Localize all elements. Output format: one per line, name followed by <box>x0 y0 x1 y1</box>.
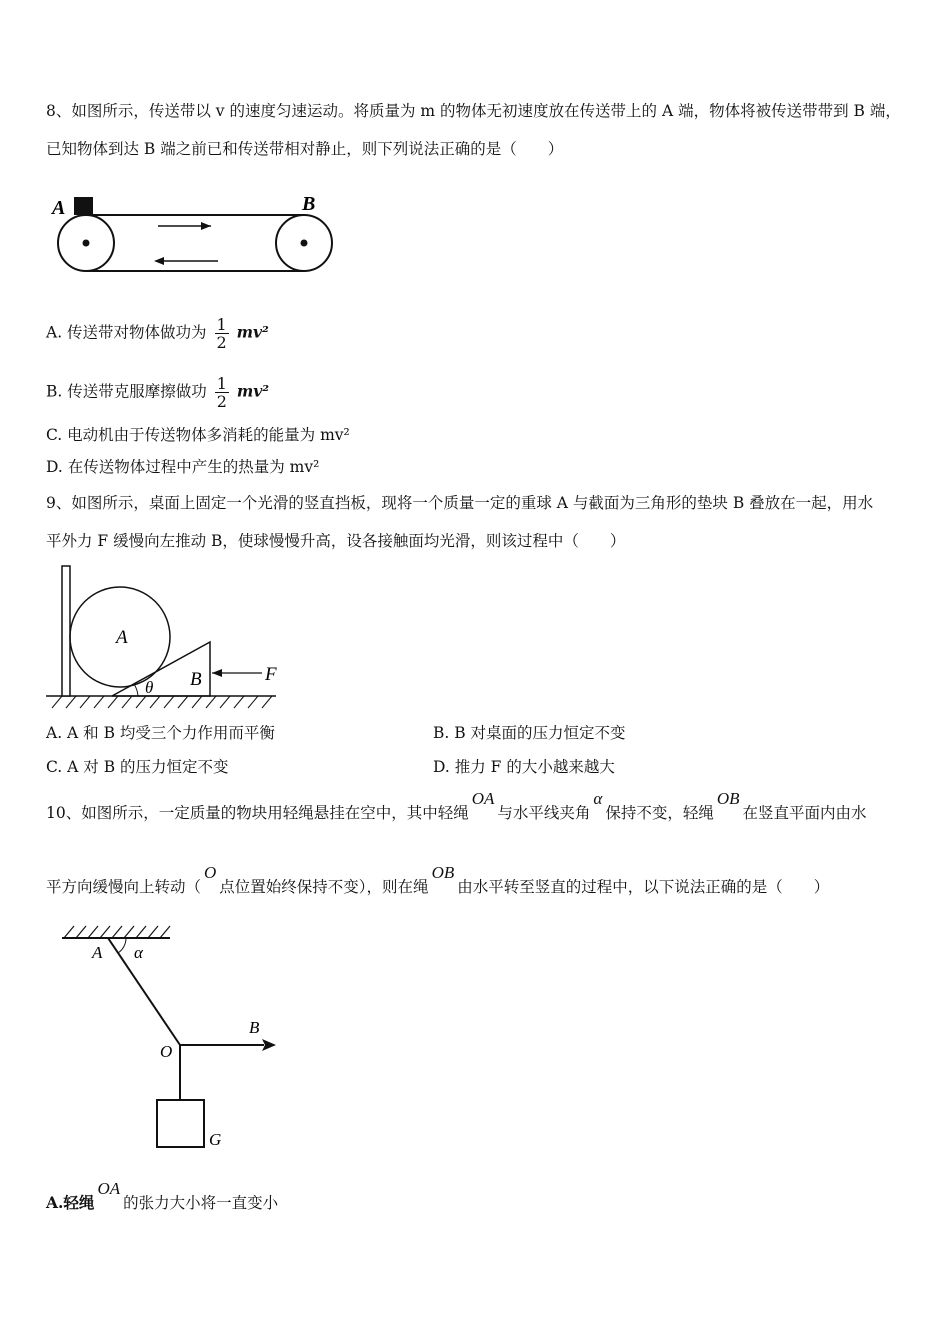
q9-label-b: B <box>190 669 202 690</box>
q10-line2: 平方向缓慢向上转动（O点位置始终保持不变），则在绳OB由水平转至竖直的过程中，以下说法正确的是（ ） <box>46 863 830 896</box>
q8-option-b-mv2: mv² <box>236 381 270 401</box>
q9-option-c: C. A 对 B 的压力恒定不变 <box>46 758 229 776</box>
q9-option-d: D. 推力 F 的大小越来越大 <box>433 758 615 776</box>
q10-rope-figure <box>46 918 296 1158</box>
q10-ob: OB <box>716 789 740 808</box>
q10-label-a: A <box>92 943 103 962</box>
q9-label-a: A <box>116 627 128 648</box>
q8-option-b <box>46 375 269 410</box>
q8-option-a <box>46 316 269 351</box>
q10-option-a: A.轻绳OA的张力大小将一直变小 <box>46 1179 279 1212</box>
q10-label-b: B <box>249 1018 260 1037</box>
q8-line1: 8、如图所示，传送带以 v 的速度匀速运动。将质量为 m 的物体无初速度放在传送带上的 A 端，物体将被传送带带到 B 端， <box>46 102 901 120</box>
q10-label-alpha: α <box>134 943 143 962</box>
q8-conveyor-figure <box>46 188 346 288</box>
q8-option-b-text: B. 传送带克服摩擦做功 <box>46 382 207 401</box>
q9-option-a: A. A 和 B 均受三个力作用而平衡 <box>46 724 275 742</box>
q9-label-theta: θ <box>145 678 154 697</box>
q10-label-g: G <box>209 1130 222 1149</box>
q8-option-b-fraction: $\frac{1}{2}$ <box>216 374 227 411</box>
q8-label-a: A <box>52 197 66 219</box>
q10-o: O <box>204 863 217 882</box>
q8-option-a-text: A. 传送带对物体做功为 <box>46 323 207 342</box>
q10-alpha: α <box>593 789 603 808</box>
q10-line1: 10、如图所示，一定质量的物块用轻绳悬挂在空中，其中轻绳OA与水平线夹角α保持不变，轻绳OB在竖直平面内由水 <box>46 789 867 822</box>
q9-ball-wedge-figure <box>46 562 296 712</box>
q9-label-f: F <box>265 664 277 685</box>
q8-option-d: D. 在传送物体过程中产生的热量为 mv² <box>46 458 320 476</box>
q8-label-b: B <box>302 193 316 215</box>
q9-line2: 平外力 F 缓慢向左推动 B，使球慢慢升高，设各接触面均光滑，则该过程中（ ） <box>46 532 626 550</box>
q10-label-o: O <box>160 1042 173 1061</box>
q8-option-a-fraction: $\frac{1}{2}$ <box>216 315 227 352</box>
q10-option-a-oa: OA <box>97 1179 121 1198</box>
q10-ob-2: OB <box>431 863 455 882</box>
q8-option-c: C. 电动机由于传送物体多消耗的能量为 mv² <box>46 426 350 444</box>
q8-line2: 已知物体到达 B 端之前已和传送带相对静止，则下列说法正确的是（ ） <box>46 140 564 158</box>
q9-option-b: B. B 对桌面的压力恒定不变 <box>433 724 626 742</box>
q9-line1: 9、如图所示，桌面上固定一个光滑的竖直挡板，现将一个质量一定的重球 A 与截面为三角形的垫块 B 叠放在一起，用水 <box>46 494 874 512</box>
q10-oa: OA <box>471 789 495 808</box>
q8-option-a-mv2: mv² <box>236 322 269 342</box>
